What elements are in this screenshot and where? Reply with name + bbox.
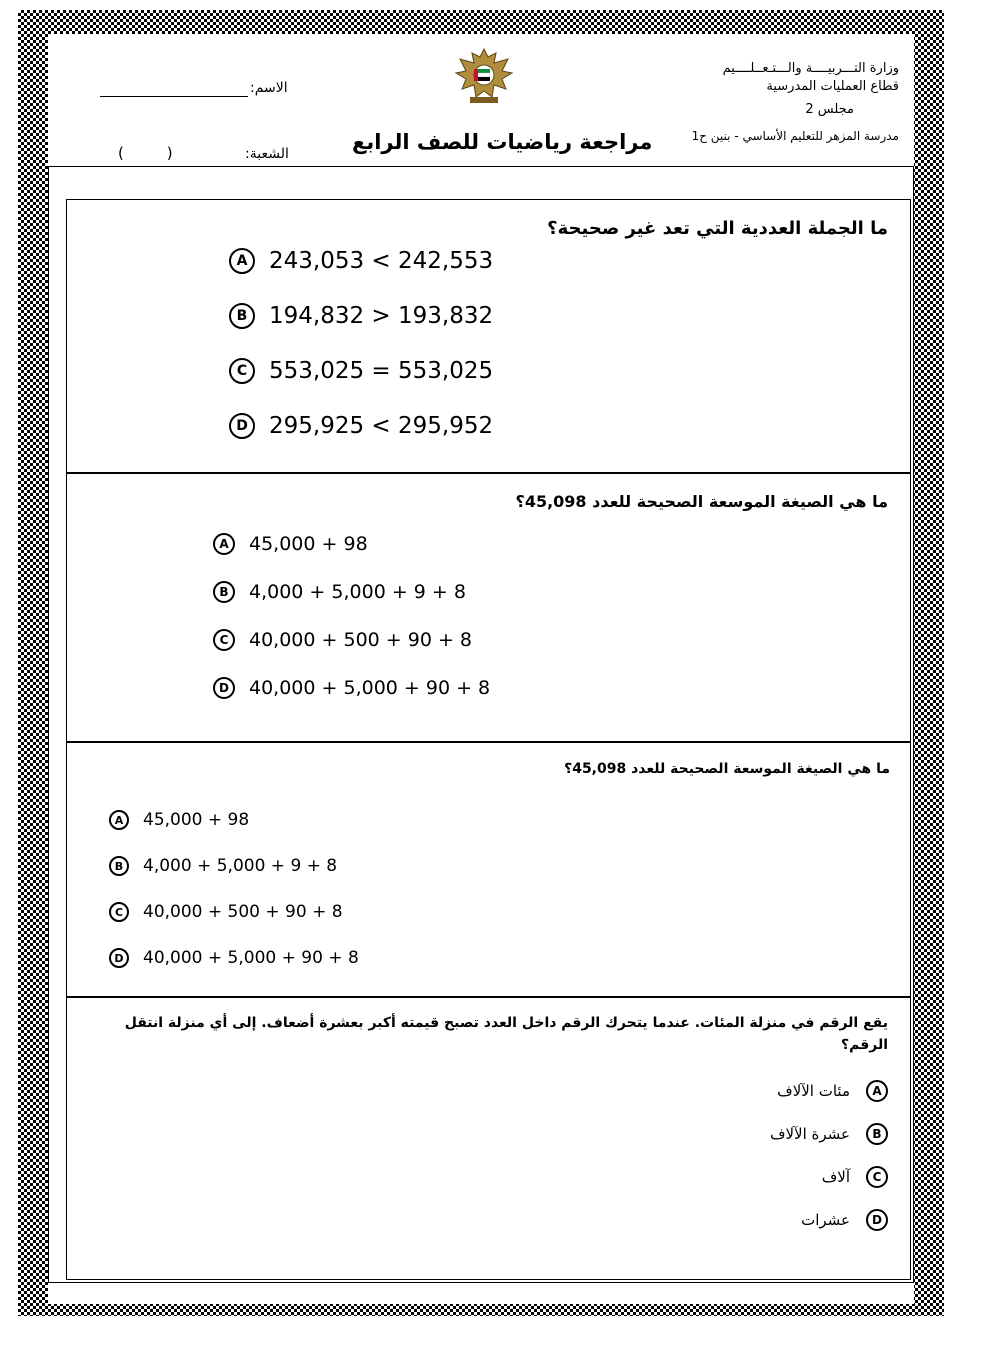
option-d[interactable] <box>109 948 359 968</box>
option-c-text: 40,000 + 500 + 90 + 8 <box>143 902 343 922</box>
option-letter-a: A <box>866 1080 888 1102</box>
ministry-name: وزارة التـــربيــــة والـــتـعــلــــيم <box>722 61 899 76</box>
section-label: الشعبة: <box>245 146 289 162</box>
option-a[interactable] <box>109 810 249 830</box>
question-text: يقع الرقم في منزلة المئات. عندما يتحرك الرقم داخل العدد تصبح قيمته أكبر بعشرة أضعاف. إلى أي منزلة انتقل الرقم؟ <box>124 1015 888 1053</box>
option-c[interactable] <box>213 629 472 651</box>
option-d[interactable] <box>801 1209 888 1231</box>
option-d-text: 40,000 + 5,000 + 90 + 8 <box>249 677 491 699</box>
option-b-text: 4,000 + 5,000 + 9 + 8 <box>249 581 466 603</box>
option-a-text: مئات الآلاف <box>777 1082 850 1100</box>
question-2 <box>66 473 911 742</box>
option-b[interactable] <box>213 581 466 603</box>
option-d[interactable] <box>229 413 493 439</box>
option-letter-c: C <box>213 629 235 651</box>
option-letter-c: C <box>109 902 129 922</box>
option-letter-d: D <box>866 1209 888 1231</box>
sector-name: قطاع العمليات المدرسية <box>766 79 899 94</box>
option-b[interactable] <box>770 1123 888 1145</box>
option-a[interactable] <box>213 533 368 555</box>
question-text: ما هي الصيغة الموسعة الصحيحة للعدد 45,098؟ <box>564 761 890 777</box>
option-b[interactable] <box>229 303 493 329</box>
question-3 <box>66 742 911 997</box>
option-c-text: آلاف <box>821 1168 850 1186</box>
question-text: ما الجملة العددية التي تعد غير صحيحة؟ <box>547 218 888 239</box>
name-label: الاسم: <box>250 80 288 96</box>
option-d-text: 40,000 + 5,000 + 90 + 8 <box>143 948 359 968</box>
option-c[interactable] <box>229 358 493 384</box>
option-letter-c: C <box>866 1166 888 1188</box>
question-1 <box>66 199 911 473</box>
council-name: مجلس 2 <box>805 102 854 117</box>
option-b[interactable] <box>109 856 337 876</box>
option-letter-b: B <box>229 303 255 329</box>
option-c-text: 40,000 + 500 + 90 + 8 <box>249 629 473 651</box>
option-letter-a: A <box>229 248 255 274</box>
option-d[interactable] <box>213 677 490 699</box>
uae-emblem-icon <box>452 45 516 109</box>
page-title: مراجعة رياضيات للصف الرابع <box>352 130 653 154</box>
option-letter-b: B <box>109 856 129 876</box>
option-letter-b: B <box>866 1123 888 1145</box>
option-letter-a: A <box>109 810 129 830</box>
option-b-text: 194,832 > 193,832 <box>269 303 494 329</box>
question-text: ما هي الصيغة الموسعة الصحيحة للعدد 45,098؟ <box>515 492 888 511</box>
option-d-text: 295,925 < 295,952 <box>269 413 494 439</box>
section-field[interactable]: ( ) <box>118 144 173 162</box>
option-c[interactable] <box>109 902 343 922</box>
name-field[interactable] <box>100 94 248 97</box>
option-letter-d: D <box>109 948 129 968</box>
option-b-text: عشرة الآلاف <box>769 1125 850 1143</box>
option-a[interactable] <box>229 248 493 274</box>
option-a[interactable] <box>777 1080 888 1102</box>
option-letter-d: D <box>229 413 255 439</box>
option-letter-b: B <box>213 581 235 603</box>
option-letter-a: A <box>213 533 235 555</box>
option-d-text: عشرات <box>801 1211 850 1229</box>
option-a-text: 45,000 + 98 <box>249 533 368 555</box>
option-b-text: 4,000 + 5,000 + 9 + 8 <box>143 856 338 876</box>
option-c-text: 553,025 = 553,025 <box>269 358 494 384</box>
option-letter-d: D <box>213 677 235 699</box>
question-4 <box>66 997 911 1280</box>
option-a-text: 45,000 + 98 <box>143 810 250 830</box>
school-name: مدرسة المزهر للتعليم الأساسي - بنين ح1 <box>691 129 899 143</box>
option-c[interactable] <box>822 1166 888 1188</box>
option-letter-c: C <box>229 358 255 384</box>
option-a-text: 243,053 < 242,553 <box>269 248 494 274</box>
